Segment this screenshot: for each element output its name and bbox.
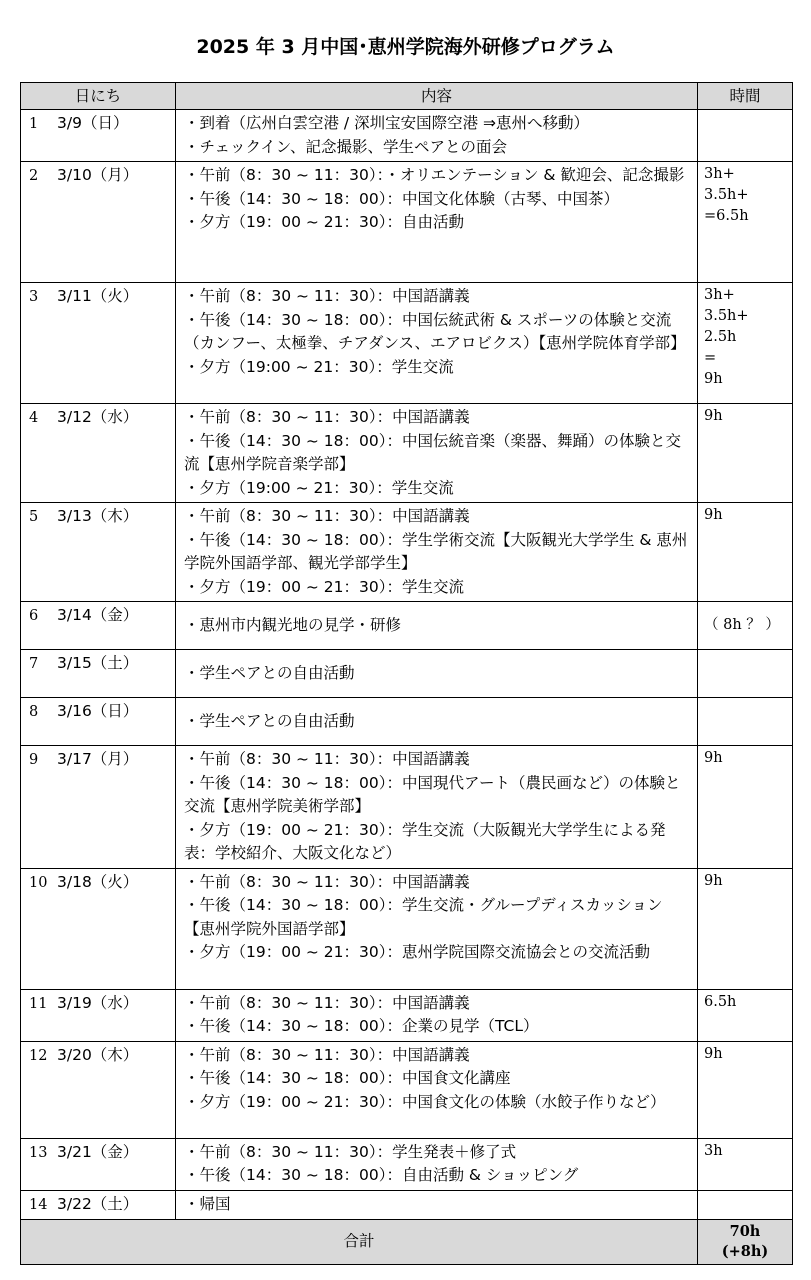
content-cell — [176, 602, 698, 650]
time-value: =6.5h — [704, 208, 749, 224]
table-row — [21, 283, 793, 404]
day-date: 3/16（日） — [57, 702, 139, 720]
day-cell — [21, 746, 176, 869]
time-value: 3h+ — [704, 166, 735, 182]
activity-item: ・到着（広州白雲空港 / 深圳宝安国際空港 ⇒恵州へ移動） — [184, 114, 589, 132]
total-label: 合計 — [21, 1220, 698, 1265]
activity-item: ・夕方（19:00 ~ 21：30）：学生交流 — [184, 357, 454, 376]
time-cell — [698, 404, 793, 503]
header-content: 内容 — [176, 83, 698, 110]
activity-item: ・午後（14：30 ~ 18：00）：中国現代アート（農民画など）の体験と交流【恵州学院美術学部】 — [184, 773, 681, 815]
day-date: 3/19（水） — [57, 993, 139, 1012]
time-value: 2.5h — [704, 329, 737, 345]
day-date: 3/10（月） — [57, 166, 139, 184]
day-date: 3/14（金） — [57, 606, 139, 624]
day-number: 6 — [29, 608, 39, 624]
time-cell — [698, 283, 793, 404]
activity-item: ・午後（14：30 ~ 18：00）：中国伝統武術 & スポーツの体験と交流（カンフー、太極拳、チアダンス、エアロビクス）【恵州学院体育学部】 — [184, 310, 686, 352]
day-date: 3/21（金） — [57, 1142, 139, 1161]
day-date: 3/22（土） — [57, 1194, 139, 1213]
header-time: 時間 — [698, 83, 793, 110]
activity-item: ・恵州市内観光地の見学・研修 — [184, 615, 402, 634]
content-cell — [176, 1041, 698, 1138]
time-cell — [698, 162, 793, 283]
content-cell — [176, 1138, 698, 1190]
activity-item: ・夕方（19：00 ~ 21：30）：恵州学院国際交流協会との交流活動 — [184, 943, 650, 961]
activity-item: ・午前（8：30 ~ 11：30）：中国語講義 — [184, 750, 470, 768]
activity-item: ・午後（14：30 ~ 18：00）：学生交流・グループディスカッション【恵州学院外国語学部】 — [184, 896, 663, 938]
table-row — [21, 746, 793, 869]
total-value — [698, 1220, 793, 1265]
activity-item: ・夕方（19：00 ~ 21：30）：自由活動 — [184, 213, 464, 231]
header-row — [21, 83, 793, 110]
activity-item: ・夕方（19：00 ~ 21：30）：学生交流 — [184, 577, 464, 596]
day-cell — [21, 503, 176, 602]
activity-item: ・午前（8：30 ~ 11：30）：中国語講義 — [184, 1045, 470, 1064]
activity-item: ・午前（8：30 ~ 11：30）：中国語講義 — [184, 408, 470, 426]
day-date: 3/9（日） — [57, 114, 129, 132]
content-cell — [176, 1190, 698, 1220]
day-date: 3/15（土） — [57, 654, 139, 672]
day-cell — [21, 650, 176, 698]
activity-item: ・学生ペアとの自由活動 — [184, 711, 355, 730]
table-row — [21, 868, 793, 989]
table-row — [21, 404, 793, 503]
day-number: 10 — [29, 874, 48, 891]
time-value: 9h — [704, 750, 723, 766]
day-number: 3 — [29, 289, 39, 305]
activity-item: ・午前（8：30 ~ 11：30）：中国語講義 — [184, 993, 470, 1012]
page-title: 2025 年 3 月中国･恵州学院海外研修プログラム — [196, 36, 615, 58]
time-cell — [698, 110, 793, 162]
activity-item: ・チェックイン、記念撮影、学生ペアとの面会 — [184, 137, 508, 156]
activity-item: ・午前（8：30 ~ 11：30）：学生発表＋修了式 — [184, 1142, 517, 1161]
table-row — [21, 650, 793, 698]
time-cell — [698, 868, 793, 989]
table-row — [21, 1190, 793, 1220]
time-cell — [698, 698, 793, 746]
day-number: 1 — [29, 116, 39, 132]
table-row — [21, 698, 793, 746]
time-value: 9h — [704, 408, 723, 424]
day-number: 14 — [29, 1196, 48, 1213]
time-value: 9h — [704, 371, 723, 387]
table-row — [21, 989, 793, 1041]
time-cell — [698, 1138, 793, 1190]
time-value: = — [704, 350, 717, 366]
content-cell — [176, 746, 698, 869]
time-value: 6.5h — [704, 993, 737, 1010]
day-number: 4 — [29, 410, 39, 426]
activity-item: ・帰国 — [184, 1194, 231, 1213]
table-row — [21, 110, 793, 162]
activity-item: ・夕方（19：00 ~ 21：30）：学生交流（大阪観光大学学生による発表：学校紹介、大阪文化など） — [184, 820, 666, 862]
day-date: 3/17（月） — [57, 750, 139, 768]
day-number: 13 — [29, 1144, 48, 1161]
table-row — [21, 602, 793, 650]
content-cell — [176, 868, 698, 989]
day-date: 3/11（火） — [57, 287, 139, 305]
time-value: （ 8h ？ ） — [704, 617, 780, 633]
day-number: 9 — [29, 752, 39, 768]
day-cell — [21, 1041, 176, 1138]
day-date: 3/20（木） — [57, 1045, 139, 1064]
activity-item: ・午後（14：30 ~ 18：00）：学生学術交流【大阪観光大学学生 & 恵州学院外国語学部、観光学部学生】 — [184, 530, 688, 572]
day-date: 3/12（水） — [57, 408, 139, 426]
content-cell — [176, 503, 698, 602]
activity-item: ・午後（14：30 ~ 18：00）：自由活動 & ショッピング — [184, 1166, 579, 1184]
activity-item: ・午後（14：30 ~ 18：00）：中国伝統音楽（楽器、舞踊）の体験と交流【恵州学院音楽学部】 — [184, 431, 681, 473]
activity-item: ・午前（8：30 ~ 11：30）：中国語講義 — [184, 507, 470, 525]
time-value: 9h — [704, 1045, 723, 1062]
day-number: 11 — [29, 995, 48, 1012]
header-day: 日にち — [21, 83, 176, 110]
day-date: 3/13（木） — [57, 507, 139, 525]
day-number: 2 — [29, 168, 39, 184]
content-cell — [176, 110, 698, 162]
time-cell — [698, 1190, 793, 1220]
total-row — [21, 1220, 793, 1265]
time-value: 9h — [704, 872, 723, 889]
activity-item: ・夕方（19:00 ~ 21：30）：学生交流 — [184, 478, 454, 497]
day-cell — [21, 698, 176, 746]
time-value: 9h — [704, 507, 723, 523]
time-value: 3.5h+ — [704, 187, 749, 203]
activity-item: ・午前（8：30 ~ 11：30）：中国語講義 — [184, 287, 470, 305]
day-cell — [21, 989, 176, 1041]
content-cell — [176, 283, 698, 404]
table-row — [21, 503, 793, 602]
time-cell — [698, 1041, 793, 1138]
activity-item: ・夕方（19：00 ~ 21：30）：中国食文化の体験（水餃子作りなど） — [184, 1092, 666, 1111]
schedule-table — [20, 82, 793, 1265]
day-cell — [21, 283, 176, 404]
day-cell — [21, 110, 176, 162]
day-cell — [21, 1138, 176, 1190]
activity-item: ・午後（14：30 ~ 18：00）：中国食文化講座 — [184, 1069, 511, 1087]
time-cell — [698, 503, 793, 602]
activity-item: ・学生ペアとの自由活動 — [184, 663, 355, 682]
time-cell — [698, 746, 793, 869]
activity-item: ・午後（14：30 ~ 18：00）：中国文化体験（古琴、中国茶） — [184, 189, 619, 208]
schedule-body — [21, 110, 793, 1220]
content-cell — [176, 989, 698, 1041]
content-cell — [176, 404, 698, 503]
content-cell — [176, 698, 698, 746]
day-cell — [21, 868, 176, 989]
total-extra-hours: (+8h) — [721, 1243, 769, 1260]
day-cell — [21, 602, 176, 650]
day-number: 12 — [29, 1047, 48, 1064]
time-cell — [698, 602, 793, 650]
content-cell — [176, 650, 698, 698]
time-cell — [698, 650, 793, 698]
day-number: 8 — [29, 704, 39, 720]
table-row — [21, 1041, 793, 1138]
day-cell — [21, 404, 176, 503]
day-cell — [21, 162, 176, 283]
time-value: 3h+ — [704, 287, 735, 303]
table-row — [21, 1138, 793, 1190]
activity-item: ・午後（14：30 ~ 18：00）：企業の見学（TCL） — [184, 1017, 539, 1035]
time-cell — [698, 989, 793, 1041]
activity-item: ・午前（8：30 ~ 11：30）：中国語講義 — [184, 872, 470, 891]
content-cell — [176, 162, 698, 283]
day-cell — [21, 1190, 176, 1220]
time-value: 3h — [704, 1142, 723, 1159]
day-date: 3/18（火） — [57, 872, 139, 891]
activity-item: ・午前（8：30 ~ 11：30）：・オリエンテーション & 歓迎会、記念撮影 — [184, 166, 685, 184]
day-number: 7 — [29, 656, 39, 672]
day-number: 5 — [29, 509, 39, 525]
table-row — [21, 162, 793, 283]
total-hours: 70h — [729, 1223, 761, 1240]
time-value: 3.5h+ — [704, 308, 749, 324]
